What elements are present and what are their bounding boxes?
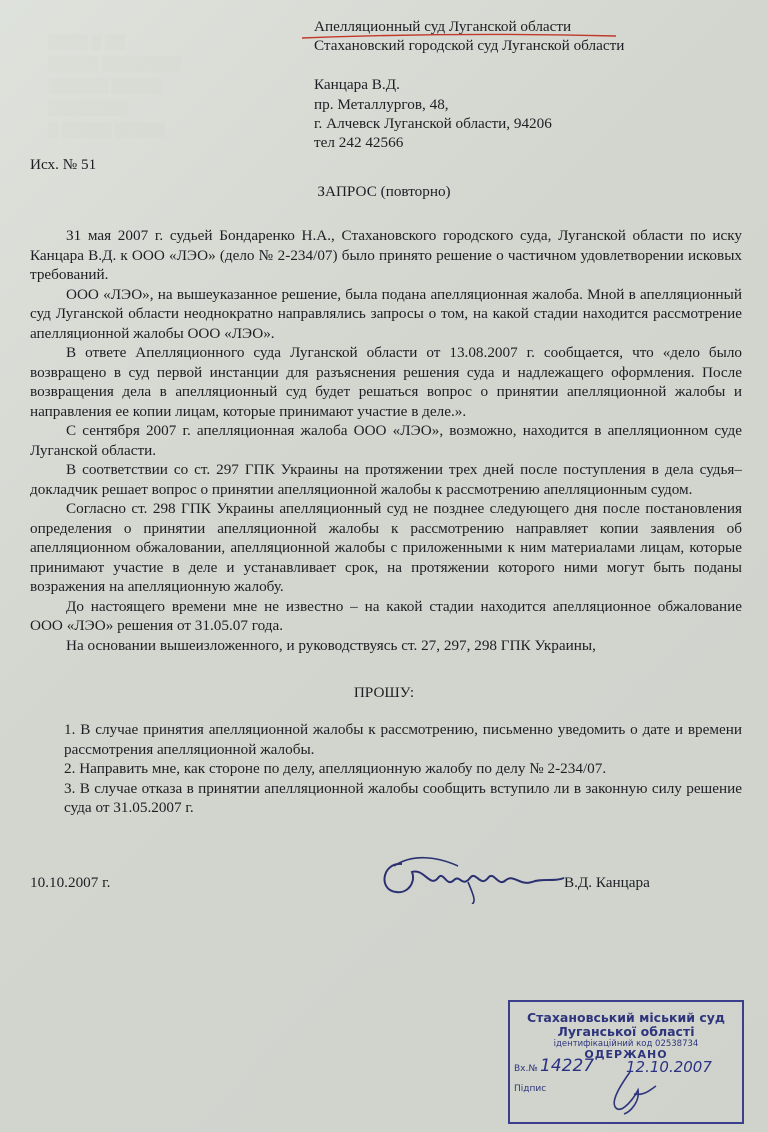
document-date: 10.10.2007 г. <box>30 874 111 891</box>
paragraph-2: ООО «ЛЭО», на вышеуказанное решение, была подана апелляционная жалоба. Мной в апелляционный суд Луганской области неоднократно направлялись запросы о том, на какой стадии находится рассмотрение апелляционной жалобы ООО «ЛЭО». <box>30 285 742 342</box>
paragraph-6: Согласно ст. 298 ГПК Украины апелляционный суд не позднее следующего дня после постановления определения о принятии апелляционной жалобы к рассмотрению направляет копии заявления об апелляционном обжаловании, апелляционной жалобы с приложенными к ним материалами лицам, которые принимают участие в деле и устанавливает срок, на протяжении которого ними могут быть поданы возражения на апелляционную жалобу. <box>30 500 742 595</box>
document-title: ЗАПРОС (повторно) <box>317 183 451 200</box>
paragraph-1: 31 мая 2007 г. судьей Бондаренко Н.А., Стахановского городского суда, Луганской области по иску Канцара В.Д. к ООО «ЛЭО» (дело № 2-234/07) было принято решение о частичном удовлетворении исковых требований. <box>30 227 742 283</box>
body-text <box>30 226 742 655</box>
stamp-incoming-number: 14227 <box>540 1056 595 1076</box>
stamp-region: Луганської області <box>557 1024 695 1039</box>
stamp-received: ОДЕРЖАНО <box>584 1048 668 1061</box>
sender-name: Канцара В.Д. <box>314 76 400 93</box>
request-heading: ПРОШУ: <box>353 684 415 701</box>
request-item-1: 1. В случае принятия апелляционной жалобы к рассмотрению, письменно уведомить о дате и времени рассмотрения апелляционной жалобы. <box>64 721 742 758</box>
signer-name: В.Д. Канцара <box>564 874 650 891</box>
stamp-signature-label: Підпис <box>514 1084 547 1094</box>
sender-street: пр. Металлургов, 48, <box>314 96 449 113</box>
sender-city: г. Алчевск Луганской области, 94206 <box>314 115 552 132</box>
sender-phone: тел 242 42566 <box>314 134 404 151</box>
stamp-incoming-date: 12.10.2007 <box>626 1058 712 1076</box>
request-list <box>64 720 742 818</box>
paragraph-3: В ответе Апелляционного суда Луганской области от 13.08.2007 г. сообщается, что «дело было возвращено в суд первой инстанции для разъяснения решения суда и надлежащего оформления. После возвращения дела в апелляционный суд будет решаться вопрос о принятии апелляционной жалобы и направления ее копии лицам, которые принимают участие в деле.». <box>30 344 742 420</box>
request-item-3: 3. В случае отказа в принятии апелляционной жалобы сообщить вступило ли в законную силу решение суда от 31.05.2007 г. <box>64 779 742 816</box>
addressee-court-1: Апелляционный суд Луганской области <box>314 18 572 35</box>
paragraph-8: На основании вышеизложенного, и руководствуясь ст. 27, 297, 298 ГПК Украины, <box>66 636 596 654</box>
paragraph-4: С сентября 2007 г. апелляционная жалоба ООО «ЛЭО», возможно, находится в апелляционном суде Луганской области. <box>30 422 742 459</box>
stamp-incoming-label: Вх.№ <box>514 1064 538 1074</box>
reference-number: Исх. № 51 <box>30 156 97 173</box>
stamp-id-code: ідентифікаційний код 02538734 <box>553 1039 699 1049</box>
bleed-through-text: ░░░░ ░ ░░ ░░░░░ ░░░░░░░░ ░░░░░░ ░░░░░ ░░░░░░░░ ░ ░░░░░ ░░░░░ <box>48 35 181 138</box>
stamp-signature-image <box>600 1068 660 1116</box>
addressee-court-2: Стахановский городской суд Луганской области <box>314 37 625 54</box>
signature-image <box>372 848 568 904</box>
paragraph-7: До настоящего времени мне не известно – на какой стадии находится апелляционное обжалование ООО «ЛЭО» решения от 31.05.07 года. <box>30 597 742 634</box>
registration-stamp <box>508 1000 744 1124</box>
paragraph-5: В соответствии со ст. 297 ГПК Украины на протяжении трех дней после поступления в дела судья–докладчик решает вопрос о принятии апелляционной жалобы к рассмотрению апелляционным судом. <box>30 461 742 498</box>
stamp-court-name: Стахановський міський суд <box>527 1010 725 1025</box>
request-item-2: 2. Направить мне, как стороне по делу, апелляционную жалобу по делу № 2-234/07. <box>64 760 607 777</box>
